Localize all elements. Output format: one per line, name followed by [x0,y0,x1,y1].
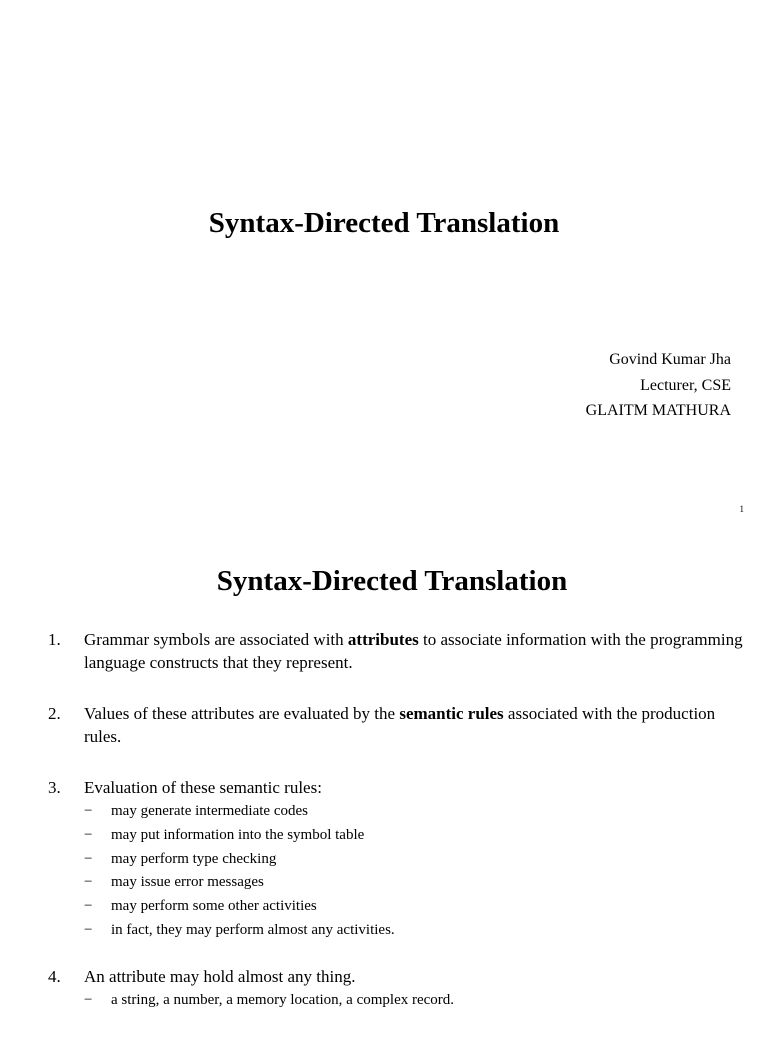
point-text: Grammar symbols are associated with attributes to associate information with the programming language constructs that they represent. [84,630,743,672]
sub-list [84,989,752,1013]
sub-item: − a string, a number, a memory location, a complex record. [84,989,752,1013]
list-item [48,628,752,674]
list-item [48,776,752,943]
sub-item: − may issue error messages [84,871,752,895]
slide-content [0,530,768,1024]
point-text: An attribute may hold almost any thing. [84,966,356,986]
title-slide-heading: Syntax-Directed Translation [208,207,560,239]
sub-item: − in fact, they may perform almost any activities. [84,919,752,943]
sub-item: − may perform type checking [84,848,752,872]
page-number: 1 [739,504,744,514]
point-number: 4. [48,966,61,986]
point-number: 1. [48,630,61,649]
point-number: 3. [48,778,61,797]
bold-term: attributes [347,630,419,649]
point-text: Evaluation of these semantic rules: [84,778,322,797]
dash-bullet: − [84,991,93,1008]
author-institution: GLAITM MATHURA [585,402,731,419]
sub-item: − may generate intermediate codes [84,800,752,824]
dash-bullet: − [84,898,93,915]
point-number: 2. [48,704,61,723]
dash-bullet: − [84,850,93,867]
sub-item: − may put information into the symbol table [84,824,752,848]
dash-bullet: − [84,826,93,843]
dash-bullet: − [84,803,93,819]
points-list [48,628,752,1041]
content-slide-heading: Syntax-Directed Translation [216,565,568,597]
sub-item: − may perform some other activities [84,895,752,919]
list-item [48,965,752,1013]
sub-list [84,800,752,943]
author-position: Lecturer, CSE [640,376,731,394]
point-text: Values of these attributes are evaluated by the semantic rules associated with the production rules. [84,704,716,746]
bold-term: semantic rules [399,704,504,723]
dash-bullet: − [84,921,93,938]
list-item [48,702,752,748]
author-block [586,347,731,424]
dash-bullet: − [84,874,93,891]
author-name: Govind Kumar Jha [609,351,731,368]
